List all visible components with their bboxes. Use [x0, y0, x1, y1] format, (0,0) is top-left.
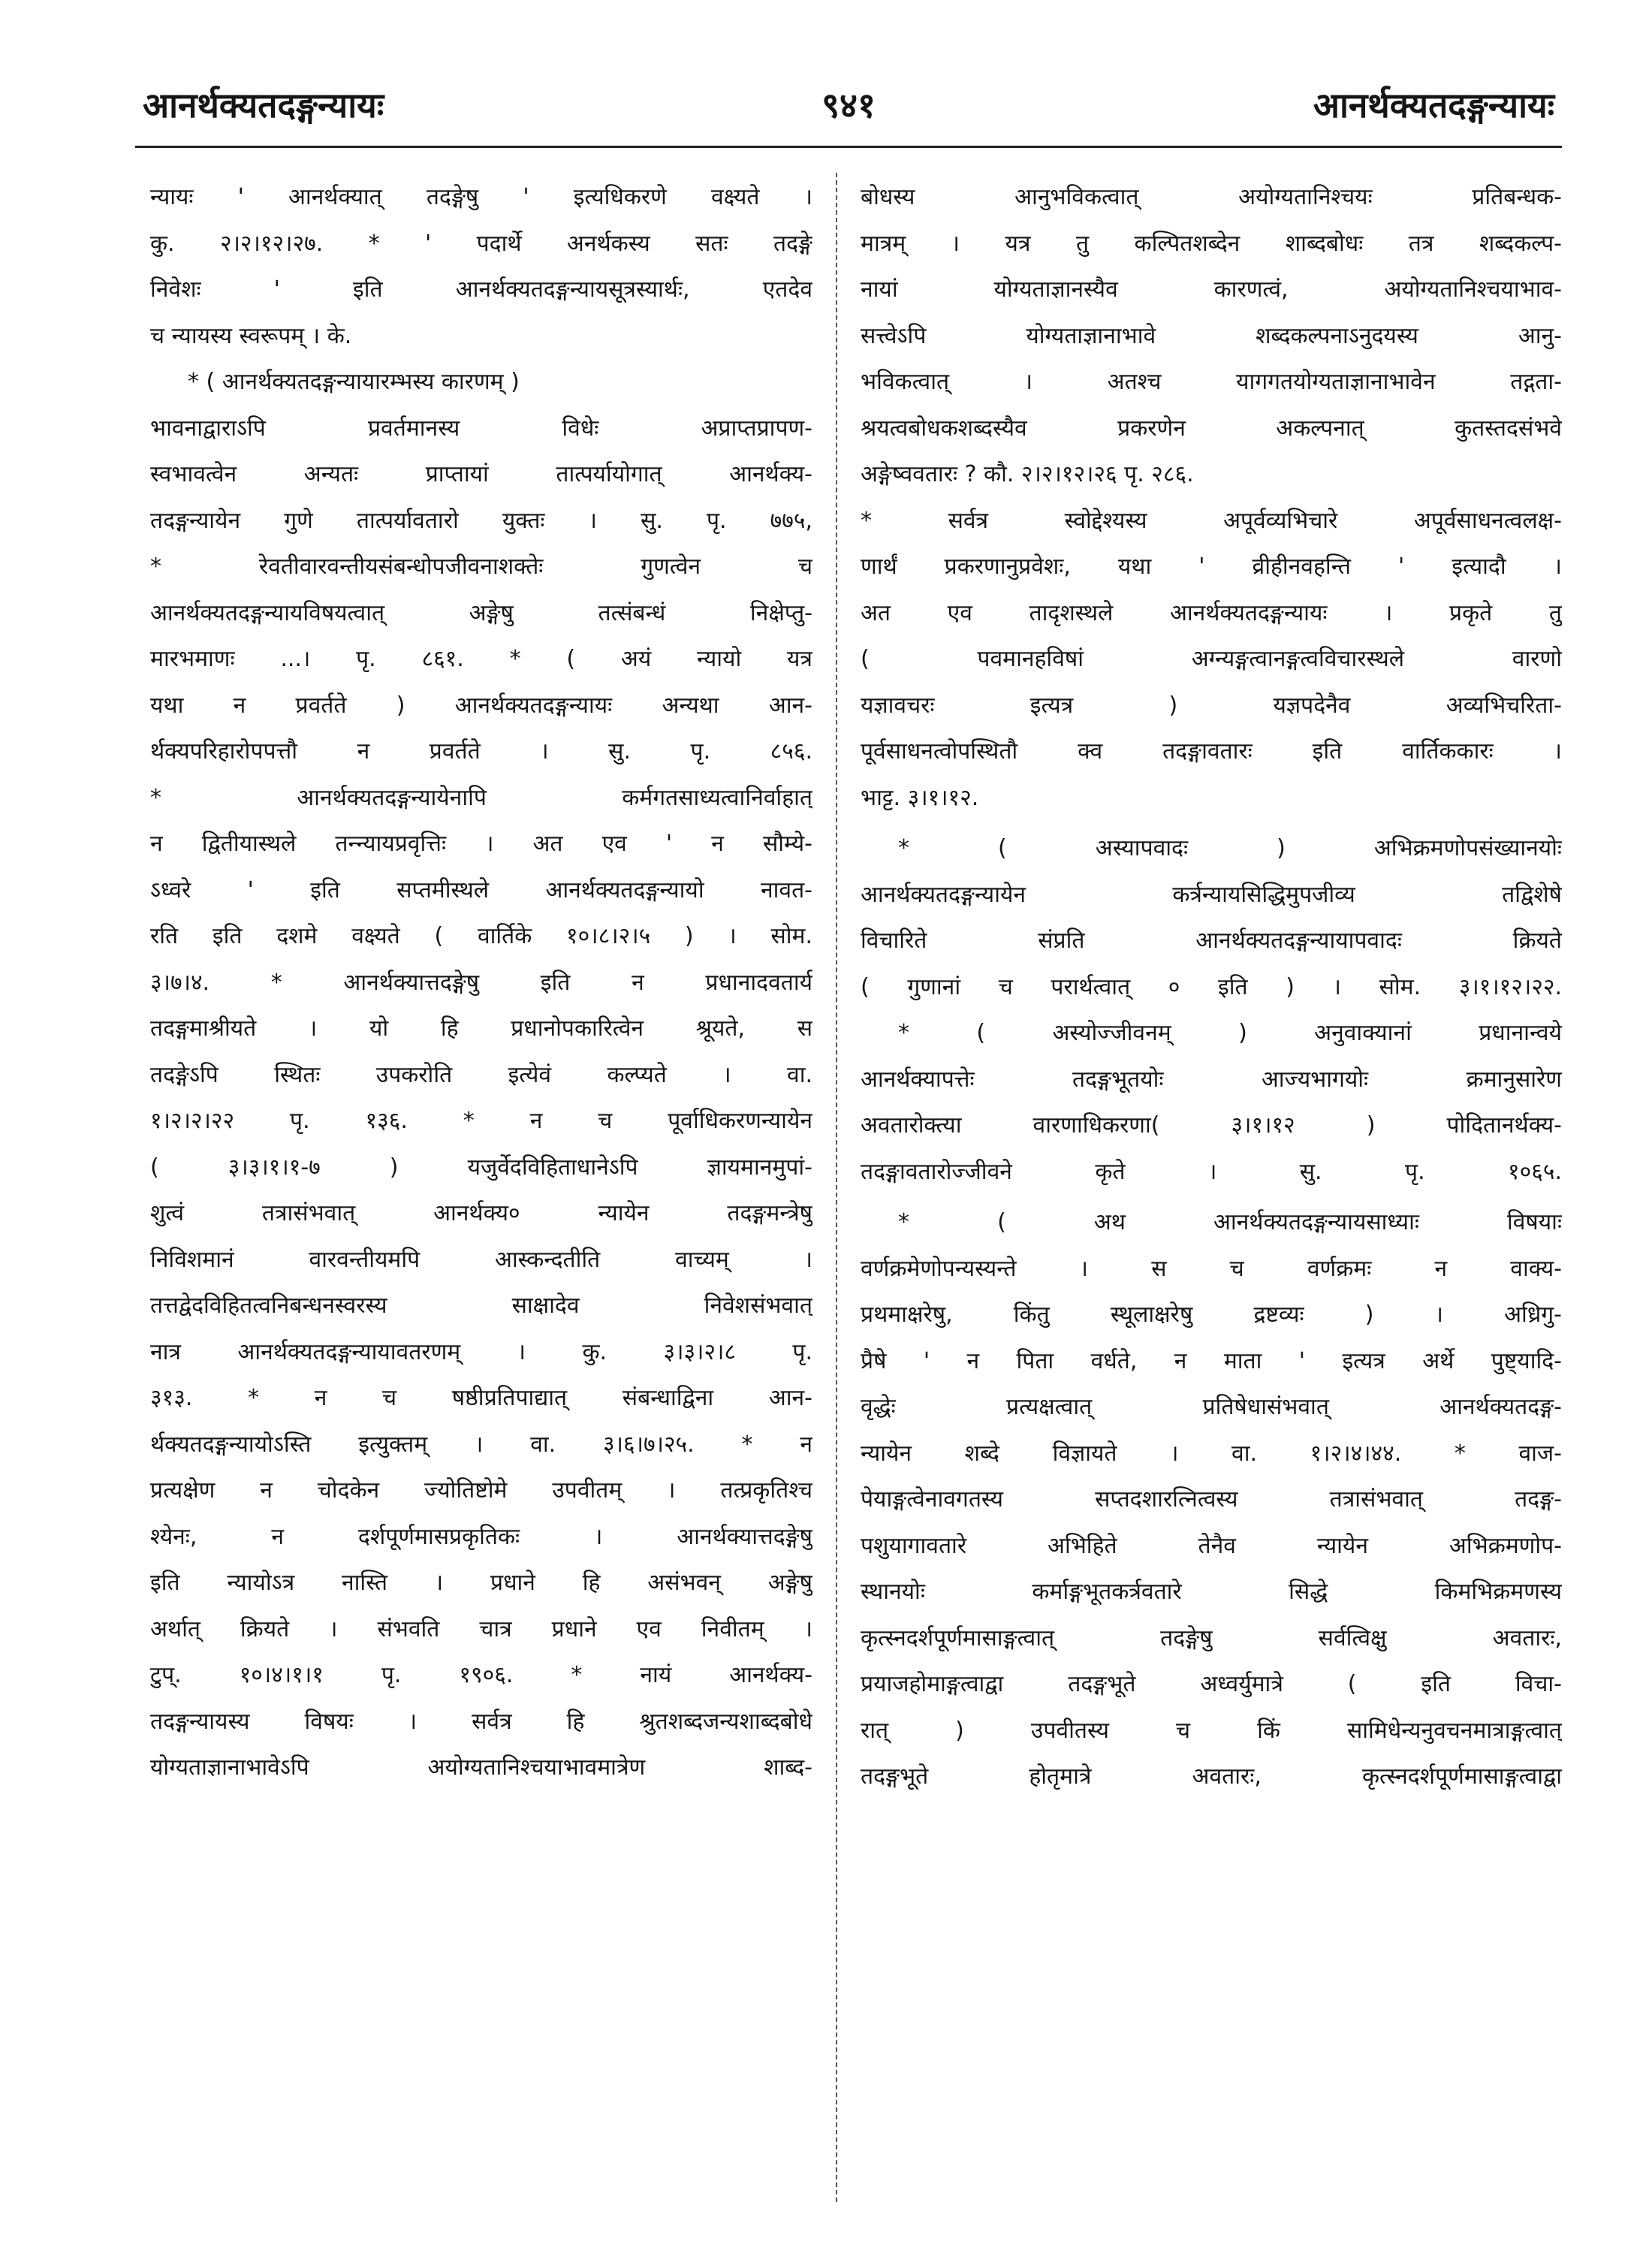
text-line: तदङ्गन्यायस्य विषयः । सर्वत्र हि श्रुतशब्दजन्यशाब्दबोधे [150, 1708, 812, 1735]
text-line: यज्ञावचरः इत्यत्र ) यज्ञपदेनैव अव्यभिचरिता- [861, 692, 1562, 719]
text-line: अत एव तादृशस्थले आनर्थक्यतदङ्गन्यायः । प्रकृते तु [861, 599, 1562, 626]
text-line: * ( अथ आनर्थक्यतदङ्गन्यायसाध्याः विषयाः [898, 1209, 1562, 1235]
text-line: आनर्थक्यतदङ्गन्यायेन कर्त्रन्यायसिद्धिमुपजीव्य तद्विशेषे [861, 881, 1562, 908]
text-line: यथा न प्रवर्तते ) आनर्थक्यतदङ्गन्यायः अन्यथा आन- [150, 692, 812, 719]
text-line: योग्यताज्ञानाभावेऽपि अयोग्यतानिश्चयाभावमात्रेण शाब्द- [150, 1754, 812, 1781]
text-line: प्रैषे ' न पिता वर्धते, न माता ' इत्यत्र अर्थे पुष्ट्यादि- [861, 1347, 1562, 1374]
text-line: कृत्स्नदर्शपूर्णमासाङ्गत्वात् तदङ्गेषु सर्वत्विक्षु अवतारः, [861, 1624, 1562, 1651]
text-line: पेयाङ्गत्वेनावगतस्य सप्तदशारत्नित्वस्य तत्रासंभवात् तदङ्ग- [861, 1486, 1562, 1513]
text-line: १।२।२।२२ पृ. १३६. * न च पूर्वाधिकरणन्यायेन [150, 1108, 812, 1134]
text-line: श्रयत्वबोधकशब्दस्यैव प्रकरणेन अकल्पनात् कुतस्तदसंभवे [861, 415, 1562, 442]
text-line: सत्त्वेऽपि योग्यताज्ञानाभावे शब्दकल्पनाऽनुदयस्य आनु- [861, 322, 1562, 349]
header-rule [135, 146, 1562, 148]
text-line: ३१३. * न च षष्ठीप्रतिपाद्यात् संबन्धाद्विना आन- [150, 1385, 812, 1411]
text-line: प्रयाजहोमाङ्गत्वाद्वा तदङ्गभूते अध्वर्युमात्रे ( इति विचा- [861, 1671, 1562, 1697]
column-divider [836, 173, 837, 2202]
text-line: ऽध्वरे ' इति सप्तमीस्थले आनर्थक्यतदङ्गन्यायो नावत- [150, 876, 812, 903]
text-line: टुप्. १०।४।१।१ पृ. १९०६. * नायं आनर्थक्य- [150, 1662, 812, 1688]
text-line: न द्वितीयास्थले तन्न्यायप्रवृत्तिः । अत एव ' न सौम्ये- [150, 831, 812, 857]
text-line: ( गुणानां च परार्थत्वात् ० इति ) । सोम. ३।१।१२।२२. [861, 973, 1562, 1000]
text-line: पूर्वसाधनत्वोपस्थितौ क्व तदङ्गावतारः इति वार्तिककारः । [861, 738, 1562, 765]
right-column [861, 174, 1562, 1800]
text-line: तत्तद्वेदविहितत्वनिबन्धनस्वरस्य साक्षादेव निवेशसंभवात् [150, 1292, 812, 1319]
text-line: * ( अस्योज्जीवनम् ) अनुवाक्यानां प्रधानान्वये [898, 1020, 1562, 1046]
text-line: श्येनः, न दर्शपूर्णमासप्रकृतिकः । आनर्थक्यात्तदङ्गेषु [150, 1523, 812, 1550]
text-line: * आनर्थक्यतदङ्गन्यायेनापि कर्मगतसाध्यत्वानिर्वाहात् [150, 784, 812, 811]
text-line: निविशमानं वारवन्तीयमपि आस्कन्दतीति वाच्यम् । [150, 1246, 812, 1273]
text-line: शुत्वं तत्रासंभवात् आनर्थक्य० न्यायेन तदङ्गमन्त्रेषु [150, 1200, 812, 1226]
text-line: आनर्थक्यापत्तेः तदङ्गभूतयोः आज्यभागयोः क्रमानुसारेण [861, 1066, 1562, 1093]
text-line: कु. २।२।१२।२७. * ' पदार्थे अनर्थकस्य सतः तदङ्गे [150, 230, 812, 257]
header-left-title: आनर्थक्यतदङ्गन्यायः [143, 85, 384, 125]
text-line: * सर्वत्र स्वोद्देश्यस्य अपूर्वव्यभिचारे अपूर्वसाधनत्वलक्ष- [861, 507, 1562, 534]
text-line: नात्र आनर्थक्यतदङ्गन्यायावतरणम् । कु. ३।३।२।८ पृ. [150, 1338, 812, 1365]
page-number: ९४१ [821, 85, 876, 125]
text-line: रात् ) उपवीतस्य च किं सामिधेन्यनुवचनमात्राङ्गत्वात् [861, 1717, 1562, 1744]
text-line: आनर्थक्यतदङ्गन्यायविषयत्वात् अङ्गेषु तत्संबन्धं निक्षेप्तु- [150, 599, 812, 626]
text-line: विचारिते संप्रति आनर्थक्यतदङ्गन्यायापवादः क्रियते [861, 927, 1562, 954]
text-line: तदङ्गेऽपि स्थितः उपकरोति इत्येवं कल्प्यते । वा. [150, 1061, 812, 1088]
text-line: तदङ्गन्यायेन गुणे तात्पर्यावतारो युक्तः । सु. पृ. ७७५, [150, 507, 812, 534]
text-line: वृद्धेः प्रत्यक्षत्वात् प्रतिषेधासंभवात् आनर्थक्यतदङ्ग- [861, 1394, 1562, 1420]
text-line: न्यायेन शब्दे विज्ञायते । वा. १।२।४।४४. * वाज- [861, 1440, 1562, 1467]
text-line: प्रत्यक्षेण न चोदकेन ज्योतिष्टोमे उपवीतम् । तत्प्रकृतिश्च [150, 1477, 812, 1504]
text-line: प्रथमाक्षरेषु, किंतु स्थूलाक्षरेषु द्रष्टव्यः ) । अध्रिगु- [861, 1301, 1562, 1328]
text-line: * ( अस्यापवादः ) अभिक्रमणोपसंख्यानयोः [898, 835, 1562, 861]
text-line: च न्यायस्य स्वरूपम् । के. [150, 322, 352, 349]
text-line: तदङ्गावतारोज्जीवने कृते । सु. पृ. १०६५. [861, 1158, 1562, 1185]
text-line: र्थक्यपरिहारोपपत्तौ न प्रवर्तते । सु. पृ. ८५६. [150, 738, 812, 765]
text-line: ( ३।३।१।१-७ ) यजुर्वेदविहिताधानेऽपि ज्ञायमानमुपां- [150, 1154, 812, 1181]
text-line: अवतारोक्त्या वारणाधिकरणा( ३।१।१२ ) पोदितानर्थक्य- [861, 1112, 1562, 1139]
text-line: मारभमाणः ...। पृ. ८६१. * ( अयं न्यायो यत्र [150, 646, 812, 672]
text-line: भाट्ट. ३।१।१२. [861, 784, 979, 811]
text-line: निवेशः ' इति आनर्थक्यतदङ्गन्यायसूत्रस्यार्थः, एतदेव [150, 276, 812, 303]
text-line: अङ्गेष्ववतारः ? कौ. २।२।१२।२६ पृ. २८६. [861, 461, 1194, 487]
text-line: रति इति दशमे वक्ष्यते ( वार्तिके १०।८।२।५ ) । सोम. [150, 923, 812, 949]
text-line: बोधस्य आनुभविकत्वात् अयोग्यतानिश्चयः प्रतिबन्धक- [861, 184, 1562, 210]
left-column [150, 174, 812, 1791]
text-line: पशुयागावतारे अभिहिते तेनैव न्यायेन अभिक्रमणोप- [861, 1532, 1562, 1559]
text-line: * रेवतीवारवन्तीयसंबन्धोपजीवनाशक्तेः गुणत्वेन च [150, 553, 812, 580]
text-line: वर्णक्रमेणोपन्यस्यन्ते । स च वर्णक्रमः न वाक्य- [861, 1255, 1562, 1282]
text-line: इति न्यायोऽत्र नास्ति । प्रधाने हि असंभवन् अङ्गेषु [150, 1570, 812, 1596]
text-line: नायां योग्यताज्ञानस्यैव कारणत्वं, अयोग्यतानिश्चयाभाव- [861, 276, 1562, 303]
text-line: अर्थात् क्रियते । संभवति चात्र प्रधाने एव निवीतम् । [150, 1615, 812, 1642]
text-line: * ( आनर्थक्यतदङ्गन्यायारम्भस्य कारणम् ) [188, 369, 520, 395]
text-line: णार्थं प्रकरणानुप्रवेशः, यथा ' व्रीहीनवहन्ति ' इत्यादौ । [861, 553, 1562, 580]
text-line: र्थक्यतदङ्गन्यायोऽस्ति इत्युक्तम् । वा. ३।६।७।२५. * न [150, 1431, 812, 1458]
text-line: ३।७।४. * आनर्थक्यात्तदङ्गेषु इति न प्रधानादवतार्य [150, 969, 812, 996]
text-line: स्वभावत्वेन अन्यतः प्राप्तायां तात्पर्यायोगात् आनर्थक्य- [150, 461, 812, 487]
text-line: तदङ्गमाश्रीयते । यो हि प्रधानोपकारित्वेन श्रूयते, स [150, 1015, 812, 1042]
text-line: न्यायः ' आनर्थक्यात् तदङ्गेषु ' इत्यधिकरणे वक्ष्यते । [150, 184, 812, 210]
text-line: भावनाद्वाराऽपि प्रवर्तमानस्य विधेः अप्राप्तप्रापण- [150, 415, 812, 442]
text-line: भविकत्वात् । अतश्च यागगतयोग्यताज्ञानाभावेन तद्गता- [861, 369, 1562, 395]
header-right-title: आनर्थक्यतदङ्गन्यायः [1313, 85, 1554, 125]
text-line: तदङ्गभूते होतृमात्रे अवतारः, कृत्स्नदर्शपूर्णमासाङ्गत्वाद्वा [861, 1763, 1562, 1790]
text-line: मात्रम् । यत्र तु कल्पितशब्देन शाब्दबोधः तत्र शब्दकल्प- [861, 230, 1562, 257]
running-header [143, 75, 1554, 135]
text-line: ( पवमानहविषां अग्न्यङ्गत्वानङ्गत्वविचारस्थले वारणो [861, 646, 1562, 672]
text-line: स्थानयोः कर्माङ्गभूतकर्त्रवतारे सिद्धे किमभिक्रमणस्य [861, 1579, 1562, 1605]
